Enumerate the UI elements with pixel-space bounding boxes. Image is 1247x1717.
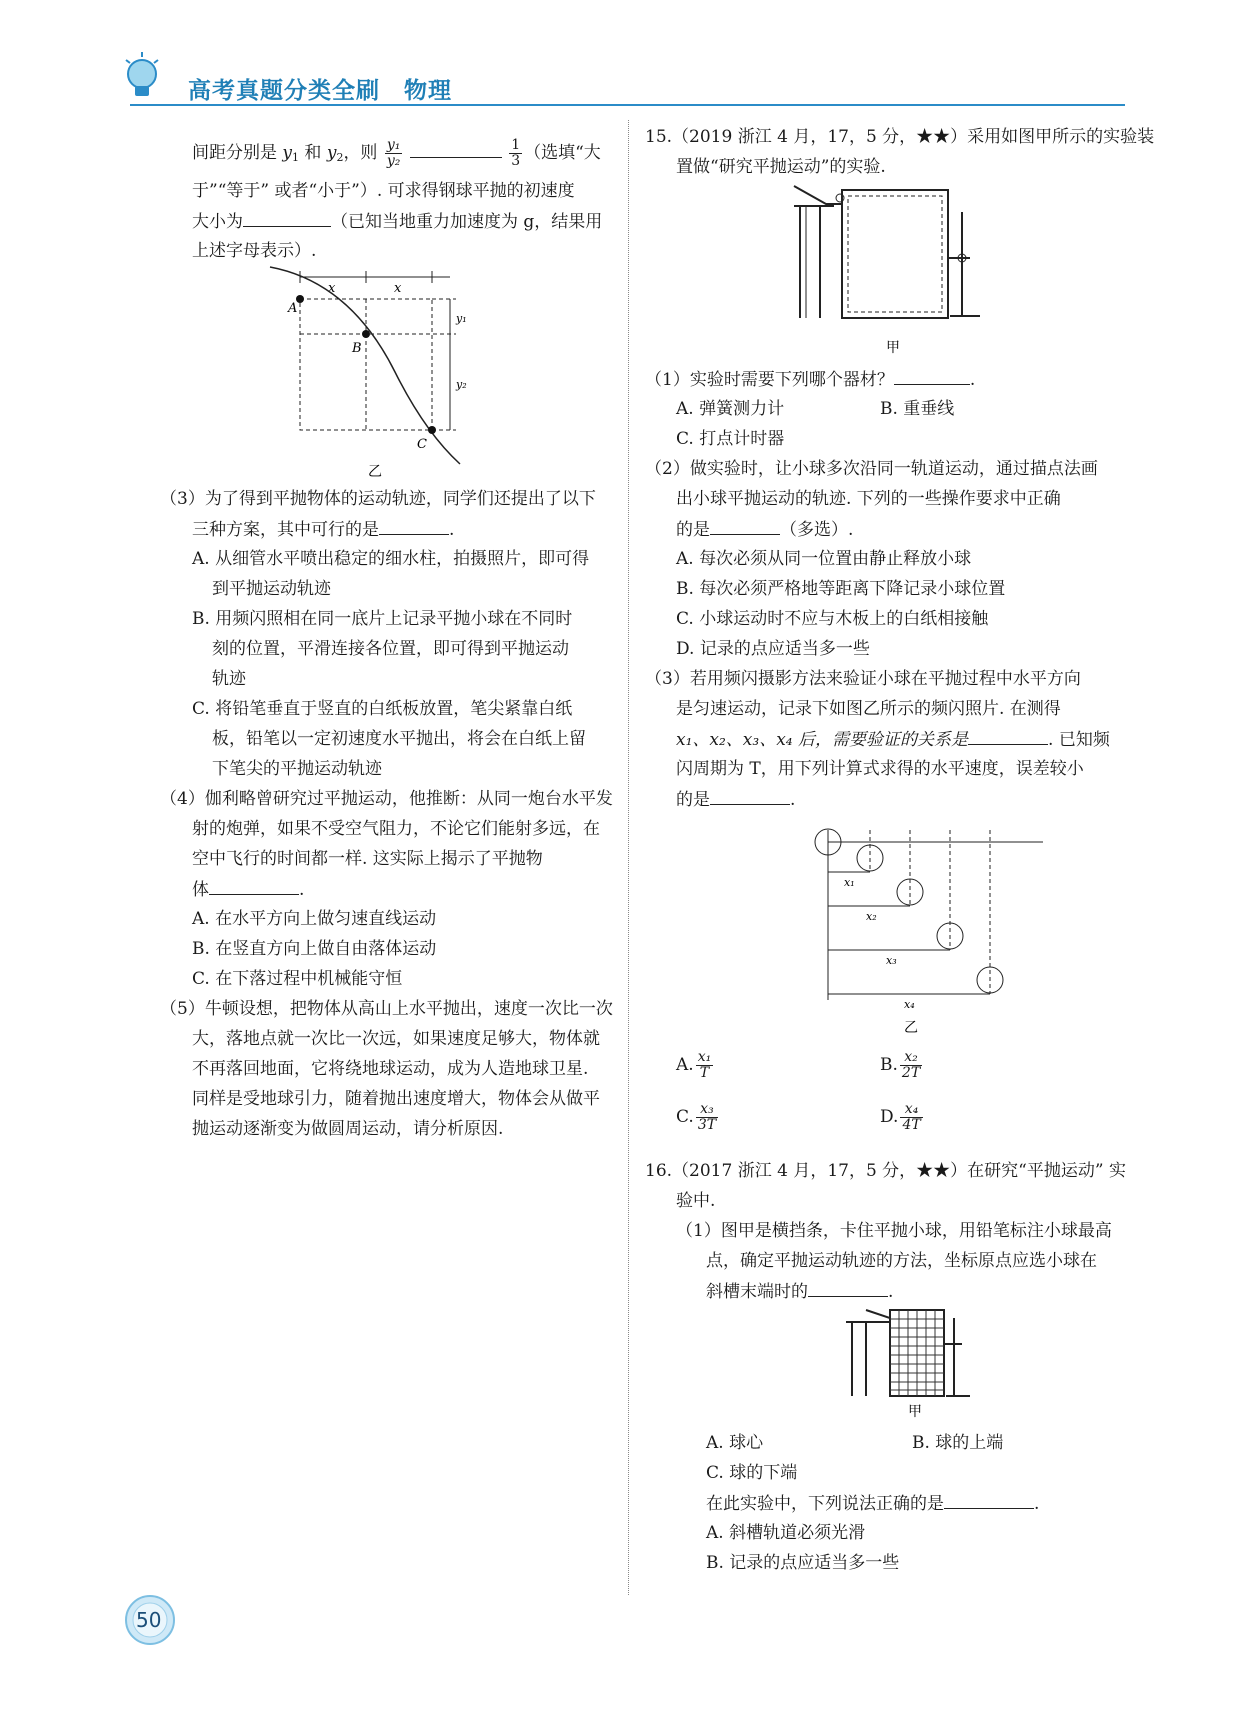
s1-line-3: 斜槽末端时的 .: [706, 1282, 894, 1302]
answer-blank[interactable]: [410, 141, 502, 158]
label-x3: x₃: [886, 954, 897, 967]
q5-line-4: 同样是受地球引力，随着抛出速度增大，物体会从做平: [192, 1089, 600, 1109]
q3-option-a-cont: 到平抛运动轨迹: [212, 579, 331, 599]
p2-option-a: A. 每次必须从同一位置由静止释放小球: [676, 549, 972, 569]
p3-line-5: 的是 .: [676, 790, 796, 810]
p3-line-3: x₁、x₂、x₃、x₄ 后，需要验证的关系是 . 已知频: [676, 730, 1110, 750]
q4-line-3: 空中飞行的时间都一样. 这实际上揭示了平抛物: [192, 849, 543, 869]
s2-option-b: B. 记录的点应适当多一些: [706, 1553, 900, 1573]
grid-board-figure: [846, 1304, 976, 1420]
fraction-one-third: $\frac{1}{3}$: [511, 137, 521, 169]
option-d: D. $\frac{\text{x₄}}{4T}$: [880, 1101, 921, 1133]
trajectory-figure: [250, 262, 470, 482]
q4-option-a: A. 在水平方向上做匀速直线运动: [192, 909, 437, 929]
header-rule: [130, 104, 1125, 106]
s1-option-b: B. 球的上端: [912, 1433, 1004, 1453]
lightbulb-icon: [120, 48, 170, 104]
label-x2: x: [394, 281, 402, 296]
label-y1: y₁: [456, 312, 467, 325]
s1-option-c: C. 球的下端: [706, 1463, 798, 1483]
p1-option-b: B. 重垂线: [880, 399, 955, 419]
page-number: 50: [136, 1608, 162, 1632]
answer-blank[interactable]: [968, 728, 1048, 745]
figure-caption: 甲: [886, 340, 900, 356]
q3-option-b-cont2: 轨迹: [212, 669, 246, 689]
label-y2: y₂: [456, 378, 467, 391]
figure-caption: 乙: [368, 464, 382, 480]
q5-line-1: （5）牛顿设想，把物体从高山上水平抛出，速度一次比一次: [160, 999, 613, 1019]
left-line-3: 大小为 （已知当地重力加速度为 g，结果用: [192, 212, 603, 232]
label-x1: x₁: [844, 876, 855, 889]
label-x2: x₂: [866, 910, 877, 923]
p2-option-b: B. 每次必须严格地等距离下降记录小球位置: [676, 579, 1006, 599]
s1-line-1: （1）图甲是横挡条，卡住平抛小球，用铅笔标注小球最高: [676, 1221, 1112, 1241]
option-b: B. $\frac{\text{x₂}}{2T}$: [880, 1049, 921, 1081]
label-x1: x: [328, 281, 336, 296]
p3-line-2: 是匀速运动，记录下如图乙所示的频闪照片. 在测得: [676, 699, 1061, 719]
answer-blank[interactable]: [944, 1492, 1034, 1509]
q4-line-2: 射的炮弹，如果不受空气阻力，不论它们能射多远，在: [192, 819, 600, 839]
figure-caption: 乙: [904, 1020, 918, 1036]
q3-option-b-cont: 刻的位置，平滑连接各位置，即可得到平抛运动: [212, 639, 569, 659]
q4-option-c: C. 在下落过程中机械能守恒: [192, 969, 403, 989]
p2-option-d: D. 记录的点应适当多一些: [676, 639, 870, 659]
s2-option-a: A. 斜槽轨道必须光滑: [706, 1523, 866, 1543]
label-x4: x₄: [904, 998, 915, 1011]
answer-blank[interactable]: [209, 878, 299, 895]
q3-option-c-cont2: 下笔尖的平抛运动轨迹: [212, 759, 382, 779]
q5-line-5: 抛运动逐渐变为做圆周运动，请分析原因.: [192, 1119, 504, 1139]
answer-blank[interactable]: [710, 788, 790, 805]
answer-blank[interactable]: [808, 1280, 888, 1297]
option-c: C. $\frac{\text{x₃}}{3T}$: [676, 1101, 717, 1133]
q4-option-b: B. 在竖直方向上做自由落体运动: [192, 939, 437, 959]
label-c: C: [417, 437, 427, 452]
apparatus-figure: [790, 182, 990, 362]
q3-line-2: 三种方案，其中可行的是 .: [192, 520, 455, 540]
q4-line-4: 体 .: [192, 880, 305, 900]
q3-line-1: （3）为了得到平抛物体的运动轨迹，同学们还提出了以下: [160, 489, 596, 509]
q16-line-2: 验中.: [676, 1191, 716, 1211]
q5-line-2: 大，落地点就一次比一次远，如果速度足够大，物体就: [192, 1029, 600, 1049]
q15-line-2: 置做“研究平抛运动”的实验.: [676, 157, 886, 177]
point-c: [428, 426, 436, 434]
figure-caption: 甲: [908, 1404, 922, 1420]
answer-blank[interactable]: [710, 518, 780, 535]
strobe-figure: [798, 820, 1048, 1040]
left-line-2: 于”“等于” 或者“小于”）. 可求得钢球平抛的初速度: [192, 181, 575, 201]
p2-line-2: 出小球平抛运动的轨迹. 下列的一些操作要求中正确: [676, 489, 1061, 509]
p2-line-1: （2）做实验时，让小球多次沿同一轨道运动，通过描点法画: [645, 459, 1098, 479]
point-b: [362, 330, 370, 338]
q4-line-1: （4）伽利略曾研究过平抛运动，他推断：从同一炮台水平发: [160, 789, 613, 809]
p2-option-c: C. 小球运动时不应与木板上的白纸相接触: [676, 609, 989, 629]
q15-line-1: 15.（2019 浙江 4 月，17，5 分，★★）采用如图甲所示的实验装: [645, 127, 1155, 147]
s1-line-2: 点，确定平抛运动轨迹的方法，坐标原点应选小球在: [706, 1251, 1097, 1271]
header-title: 高考真题分类全刷 物理: [188, 78, 452, 104]
answer-blank[interactable]: [379, 518, 449, 535]
label-b: B: [352, 341, 362, 356]
column-divider: [628, 120, 629, 1595]
left-line-1: 间距分别是 $y_1$ 和 $y_2$，则 $\frac{\text{y₁}}{\text{y₂}}$ $\frac{1}{3}$ （选填“大: [192, 137, 601, 169]
p1-option-c: C. 打点计时器: [676, 429, 785, 449]
answer-blank[interactable]: [243, 210, 331, 227]
label-a: A: [288, 301, 298, 316]
q16-line-1: 16.（2017 浙江 4 月，17，5 分，★★）在研究“平抛运动” 实: [645, 1161, 1126, 1181]
q3-option-b: B. 用频闪照相在同一底片上记录平抛小球在不同时: [192, 609, 573, 629]
p3-line-1: （3）若用频闪摄影方法来验证小球在平抛过程中水平方向: [645, 669, 1081, 689]
left-line-4: 上述字母表示）.: [192, 241, 317, 261]
option-a: A. $\frac{\text{x₁}}{T}$: [676, 1049, 712, 1081]
p1-option-a: A. 弹簧测力计: [676, 399, 785, 419]
q3-option-a: A. 从细管水平喷出稳定的细水柱，拍摄照片，即可得: [192, 549, 590, 569]
q5-line-3: 不再落回地面，它将绕地球运动，成为人造地球卫星.: [192, 1059, 589, 1079]
s1-option-a: A. 球心: [706, 1433, 764, 1453]
p3-line-4: 闪周期为 T，用下列计算式求得的水平速度，误差较小: [676, 759, 1084, 779]
q3-option-c: C. 将铅笔垂直于竖直的白纸板放置，笔尖紧靠白纸: [192, 699, 573, 719]
answer-blank[interactable]: [894, 368, 970, 385]
p1-line: （1）实验时需要下列哪个器材？ .: [645, 370, 976, 390]
s2-line: 在此实验中，下列说法正确的是 .: [706, 1494, 1040, 1514]
p2-line-3: 的是 （多选）.: [676, 520, 854, 540]
fraction-y1-y2: $\frac{\text{y₁}}{\text{y₂}}$: [386, 137, 401, 169]
q3-option-c-cont: 板，铅笔以一定初速度水平抛出，将会在白纸上留: [212, 729, 586, 749]
